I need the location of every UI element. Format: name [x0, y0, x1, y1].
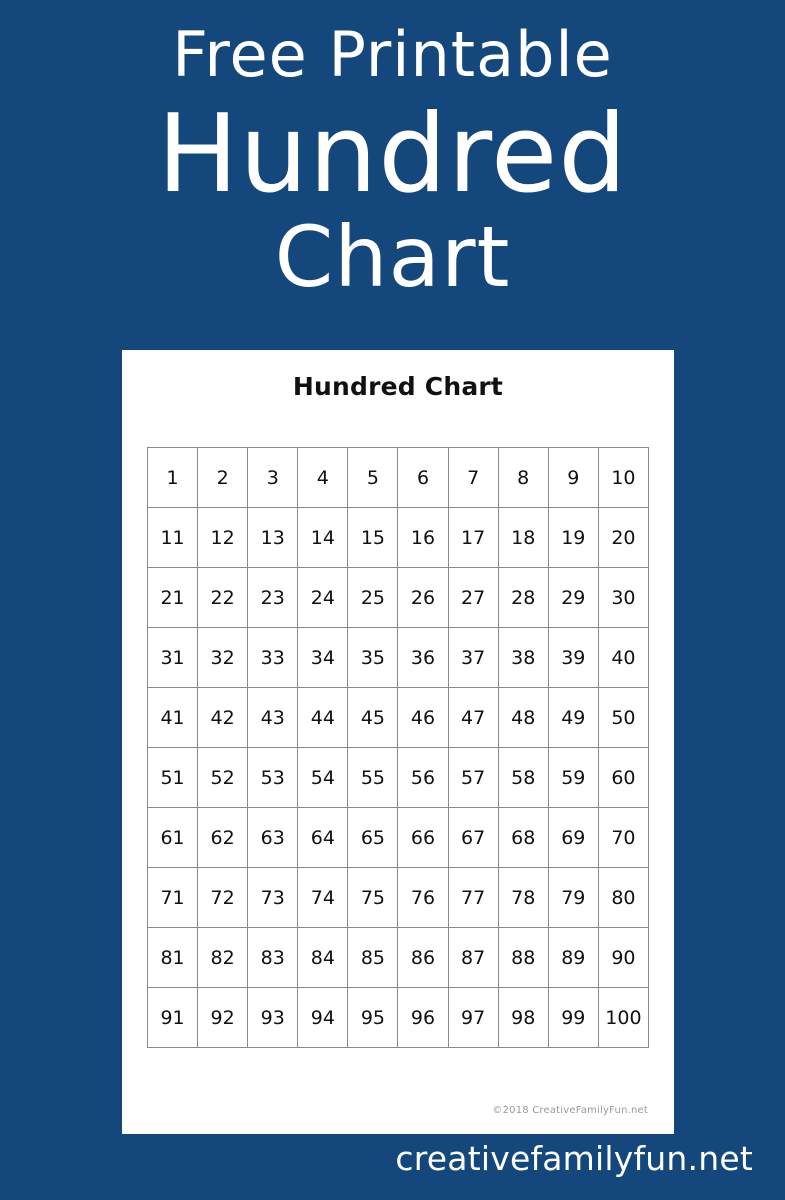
grid-cell: 26	[398, 568, 448, 628]
grid-cell: 64	[298, 808, 348, 868]
grid-cell: 69	[548, 808, 598, 868]
grid-cell: 95	[348, 988, 398, 1048]
grid-cell: 23	[248, 568, 298, 628]
grid-cell: 17	[448, 508, 498, 568]
grid-cell: 76	[398, 868, 448, 928]
grid-cell: 16	[398, 508, 448, 568]
grid-cell: 3	[248, 448, 298, 508]
grid-cell: 72	[198, 868, 248, 928]
grid-cell: 62	[198, 808, 248, 868]
grid-cell: 33	[248, 628, 298, 688]
grid-cell: 100	[598, 988, 648, 1048]
grid-cell: 8	[498, 448, 548, 508]
grid-cell: 78	[498, 868, 548, 928]
grid-cell: 7	[448, 448, 498, 508]
grid-cell: 86	[398, 928, 448, 988]
grid-cell: 31	[148, 628, 198, 688]
grid-cell: 98	[498, 988, 548, 1048]
grid-cell: 29	[548, 568, 598, 628]
grid-cell: 70	[598, 808, 648, 868]
grid-cell: 68	[498, 808, 548, 868]
grid-cell: 67	[448, 808, 498, 868]
table-row	[148, 448, 649, 508]
grid-cell: 46	[398, 688, 448, 748]
table-row	[148, 868, 649, 928]
table-row	[148, 568, 649, 628]
grid-cell: 21	[148, 568, 198, 628]
grid-cell: 60	[598, 748, 648, 808]
grid-cell: 6	[398, 448, 448, 508]
grid-cell: 22	[198, 568, 248, 628]
grid-cell: 27	[448, 568, 498, 628]
grid-cell: 4	[298, 448, 348, 508]
grid-cell: 30	[598, 568, 648, 628]
grid-cell: 80	[598, 868, 648, 928]
grid-cell: 79	[548, 868, 598, 928]
sheet-title: Hundred Chart	[292, 372, 504, 401]
grid-cell: 47	[448, 688, 498, 748]
grid-cell: 13	[248, 508, 298, 568]
grid-cell: 51	[148, 748, 198, 808]
hundred-chart-grid-wrapper	[147, 447, 649, 1048]
grid-cell: 35	[348, 628, 398, 688]
grid-cell: 32	[198, 628, 248, 688]
grid-cell: 66	[398, 808, 448, 868]
grid-cell: 40	[598, 628, 648, 688]
grid-cell: 50	[598, 688, 648, 748]
grid-cell: 85	[348, 928, 398, 988]
grid-cell: 75	[348, 868, 398, 928]
grid-cell: 43	[248, 688, 298, 748]
grid-cell: 28	[498, 568, 548, 628]
title-line-hundred: Hundred	[157, 92, 628, 218]
grid-cell: 53	[248, 748, 298, 808]
grid-cell: 42	[198, 688, 248, 748]
grid-cell: 91	[148, 988, 198, 1048]
copyright-notice: ©2018 CreativeFamilyFun.net	[492, 1105, 648, 1116]
grid-cell: 55	[348, 748, 398, 808]
grid-cell: 90	[598, 928, 648, 988]
grid-cell: 63	[248, 808, 298, 868]
grid-cell: 10	[598, 448, 648, 508]
grid-cell: 58	[498, 748, 548, 808]
grid-cell: 97	[448, 988, 498, 1048]
grid-cell: 39	[548, 628, 598, 688]
grid-cell: 36	[398, 628, 448, 688]
title-line-chart: Chart	[274, 208, 511, 307]
table-row	[148, 748, 649, 808]
grid-cell: 71	[148, 868, 198, 928]
page-title	[0, 0, 785, 307]
grid-cell: 82	[198, 928, 248, 988]
grid-cell: 99	[548, 988, 598, 1048]
grid-cell: 2	[198, 448, 248, 508]
grid-cell: 48	[498, 688, 548, 748]
grid-cell: 25	[348, 568, 398, 628]
grid-cell: 41	[148, 688, 198, 748]
grid-cell: 65	[348, 808, 398, 868]
grid-cell: 88	[498, 928, 548, 988]
grid-cell: 54	[298, 748, 348, 808]
grid-cell: 77	[448, 868, 498, 928]
grid-cell: 61	[148, 808, 198, 868]
grid-cell: 93	[248, 988, 298, 1048]
hundred-chart-table	[147, 447, 649, 1048]
grid-cell: 57	[448, 748, 498, 808]
grid-cell: 52	[198, 748, 248, 808]
grid-cell: 38	[498, 628, 548, 688]
grid-cell: 74	[298, 868, 348, 928]
grid-cell: 1	[148, 448, 198, 508]
grid-cell: 96	[398, 988, 448, 1048]
grid-cell: 34	[298, 628, 348, 688]
grid-cell: 49	[548, 688, 598, 748]
grid-cell: 18	[498, 508, 548, 568]
grid-cell: 81	[148, 928, 198, 988]
grid-cell: 45	[348, 688, 398, 748]
grid-cell: 83	[248, 928, 298, 988]
table-row	[148, 988, 649, 1048]
grid-cell: 12	[198, 508, 248, 568]
grid-cell: 84	[298, 928, 348, 988]
grid-cell: 15	[348, 508, 398, 568]
title-line-free-printable: Free Printable	[172, 18, 613, 91]
grid-cell: 9	[548, 448, 598, 508]
table-row	[148, 688, 649, 748]
hundred-chart-body	[148, 448, 649, 1048]
table-row	[148, 508, 649, 568]
printable-sheet	[122, 350, 674, 1134]
table-row	[148, 808, 649, 868]
table-row	[148, 628, 649, 688]
grid-cell: 56	[398, 748, 448, 808]
grid-cell: 14	[298, 508, 348, 568]
grid-cell: 87	[448, 928, 498, 988]
grid-cell: 94	[298, 988, 348, 1048]
grid-cell: 20	[598, 508, 648, 568]
grid-cell: 92	[198, 988, 248, 1048]
grid-cell: 73	[248, 868, 298, 928]
grid-cell: 5	[348, 448, 398, 508]
grid-cell: 59	[548, 748, 598, 808]
grid-cell: 11	[148, 508, 198, 568]
table-row	[148, 928, 649, 988]
grid-cell: 37	[448, 628, 498, 688]
grid-cell: 24	[298, 568, 348, 628]
grid-cell: 89	[548, 928, 598, 988]
grid-cell: 19	[548, 508, 598, 568]
site-url: creativefamilyfun.net	[395, 1139, 753, 1178]
grid-cell: 44	[298, 688, 348, 748]
